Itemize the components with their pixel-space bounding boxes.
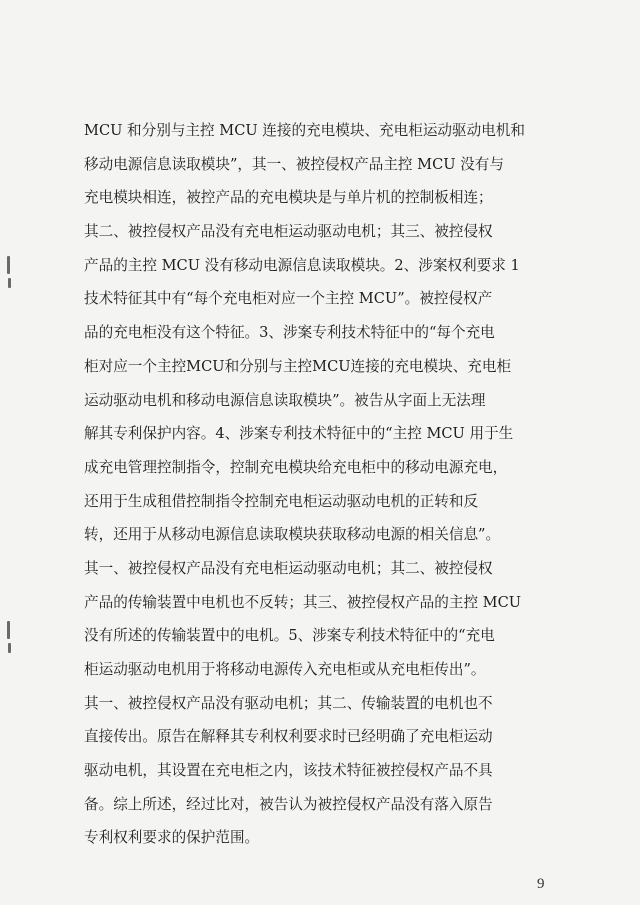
text-line: 直接传出。原告在解释其专利权利要求时已经明确了充电柜运动	[84, 728, 493, 746]
binding-hole-mark-upper-2	[8, 278, 11, 288]
text-line: 充电模块相连，被控产品的充电模块是与单片机的控制板相连；	[84, 189, 493, 207]
text-line: 运动驱动电机和移动电源信息读取模块”。被告从字面上无法理	[84, 391, 486, 409]
binding-hole-mark-lower	[7, 621, 10, 639]
body-text	[84, 114, 584, 855]
text-line: 其一、被控侵权产品没有充电柜运动驱动电机；其二、被控侵权	[84, 559, 493, 577]
text-line: 技术特征其中有“每个充电柜对应一个主控 MCU”。被控侵权产	[84, 290, 493, 308]
text-line: 产品的主控 MCU 没有移动电源信息读取模块。2、涉案权利要求 1	[84, 256, 520, 274]
text-line: 驱动电机，其设置在充电柜之内，该技术特征被控侵权产品不具	[84, 762, 493, 780]
binding-hole-mark-upper	[7, 256, 10, 274]
text-line: 柜运动驱动电机用于将移动电源传入充电柜或从充电柜传出”。	[84, 661, 486, 678]
text-line: 移动电源信息读取模块”，其一、被控侵权产品主控 MCU 没有与	[84, 155, 504, 173]
text-line: 品的充电柜没有这个特征。3、涉案专利技术特征中的“每个充电	[84, 324, 495, 342]
text-line: 转，还用于从移动电源信息读取模块获取移动电源的相关信息”。	[84, 526, 501, 544]
text-line: 还用于生成租借控制指令控制充电柜运动驱动电机的正转和反	[84, 492, 479, 510]
binding-hole-mark-lower-2	[8, 643, 11, 653]
page-number: 9	[537, 876, 545, 892]
text-line: 柜对应一个主控MCU和分别与主控MCU连接的充电模块、充电柜	[84, 357, 512, 375]
text-line: 其二、被控侵权产品没有充电柜运动驱动电机；其三、被控侵权	[84, 223, 493, 241]
text-line: 产品的传输装置中电机也不反转；其三、被控侵权产品的主控 MCU	[84, 593, 522, 611]
text-line: 解其专利保护内容。4、涉案专利技术特征中的“主控 MCU 用于生	[84, 425, 514, 443]
text-line: 成充电管理控制指令，控制充电模块给充电柜中的移动电源充电，	[84, 458, 508, 476]
text-line: 其一、被控侵权产品没有驱动电机；其二、传输装置的电机也不	[84, 694, 493, 712]
text-line: 专利权利要求的保护范围。	[84, 829, 260, 847]
text-line: 没有所述的传输装置中的电机。5、涉案专利技术特征中的“充电	[84, 627, 495, 645]
text-line: 备。综上所述，经过比对，被告认为被控侵权产品没有落入原告	[84, 795, 493, 813]
text-line: MCU 和分别与主控 MCU 连接的充电模块、充电柜运动驱动电机和	[84, 122, 525, 139]
